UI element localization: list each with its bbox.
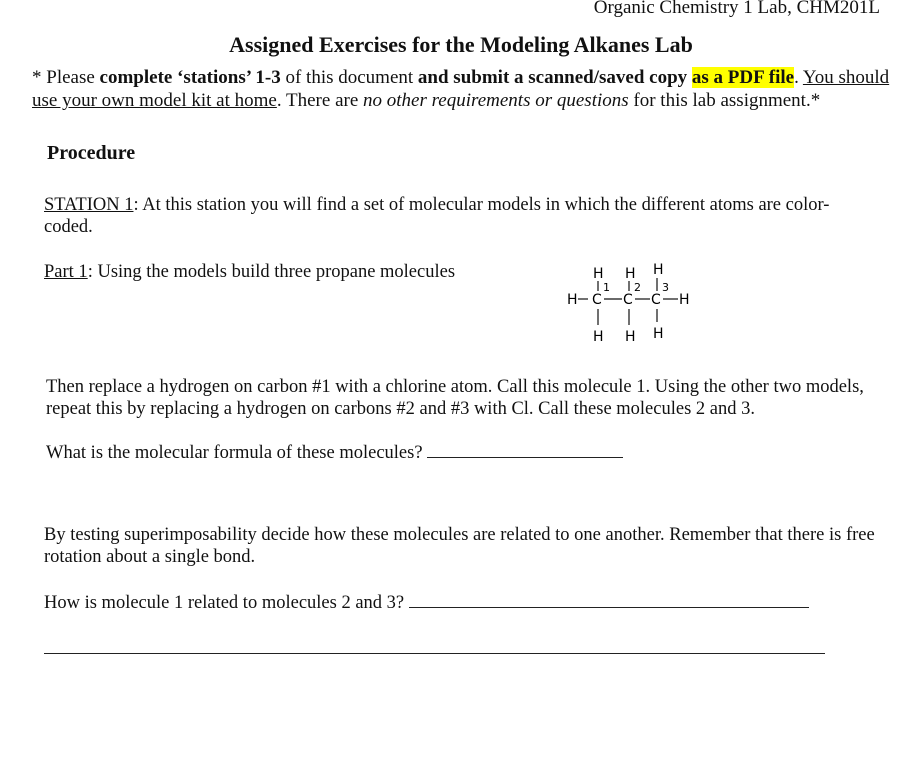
related-question <box>44 592 809 614</box>
replace-paragraph: Then replace a hydrogen on carbon #1 with a chlorine atom. Call this molecule 1. Using the other two models, repeat this by replacing a hydrogen on carbons #2 and #3 with Cl. Call these molecules 2 and 3. <box>46 377 864 419</box>
h-atom: H <box>625 329 636 345</box>
part1-paragraph <box>44 261 455 283</box>
highlight-pdf: as a PDF file <box>691 67 795 88</box>
formula-question-text: What is the molecular formula of these molecules? <box>46 443 423 463</box>
intro-text: . <box>794 67 803 88</box>
carbon-number-3: 3 <box>662 281 669 294</box>
intro-text: for this lab assignment.* <box>628 90 821 111</box>
h-atom: H <box>653 262 664 278</box>
h-atom: H <box>567 292 578 308</box>
intro-text: . There are <box>276 90 364 111</box>
h-atom: H <box>593 266 604 282</box>
c-atom: C <box>623 292 633 308</box>
intro-text: * Please <box>32 67 100 88</box>
formula-question <box>46 442 623 464</box>
course-header: Organic Chemistry 1 Lab, CHM201L <box>593 0 880 18</box>
carbon-number-1: 1 <box>603 281 610 294</box>
h-atom: H <box>653 326 664 342</box>
intro-bold-stations: complete ‘stations’ 1-3 <box>99 67 281 88</box>
superimpose-paragraph: By testing superimposability decide how these molecules are related to one another. Remember that there is free rotation about a single bond. <box>44 525 875 567</box>
h-atom: H <box>593 329 604 345</box>
procedure-heading: Procedure <box>47 142 136 164</box>
part1-label: Part 1 <box>44 262 88 282</box>
part1-text: : Using the models build three propane molecules <box>87 262 456 282</box>
carbon-number-2: 2 <box>634 281 641 294</box>
related-answer-blank[interactable] <box>409 606 809 608</box>
intro-paragraph <box>32 66 897 112</box>
related-question-text: How is molecule 1 related to molecules 2 and 3? <box>44 593 405 613</box>
h-atom: H <box>625 266 636 282</box>
h-atom: H <box>679 292 690 308</box>
station1-label: STATION 1 <box>44 195 134 215</box>
propane-structure <box>560 258 710 350</box>
intro-underline-model-kit: You should use your own model kit at home <box>32 67 890 111</box>
intro-italic-requirements: no other requirements or questions <box>363 90 629 111</box>
intro-text: of this document <box>280 67 418 88</box>
intro-bold-submit: and submit a scanned/saved copy <box>417 67 688 88</box>
page-title: Assigned Exercises for the Modeling Alkanes Lab <box>229 32 693 57</box>
station1-paragraph <box>44 194 864 238</box>
formula-answer-blank[interactable] <box>427 456 623 458</box>
related-answer-line[interactable] <box>44 653 825 654</box>
station1-text: : At this station you will find a set of molecular models in which the different atoms are color-coded. <box>44 195 830 237</box>
c-atom: C <box>592 292 602 308</box>
c-atom: C <box>651 292 661 308</box>
